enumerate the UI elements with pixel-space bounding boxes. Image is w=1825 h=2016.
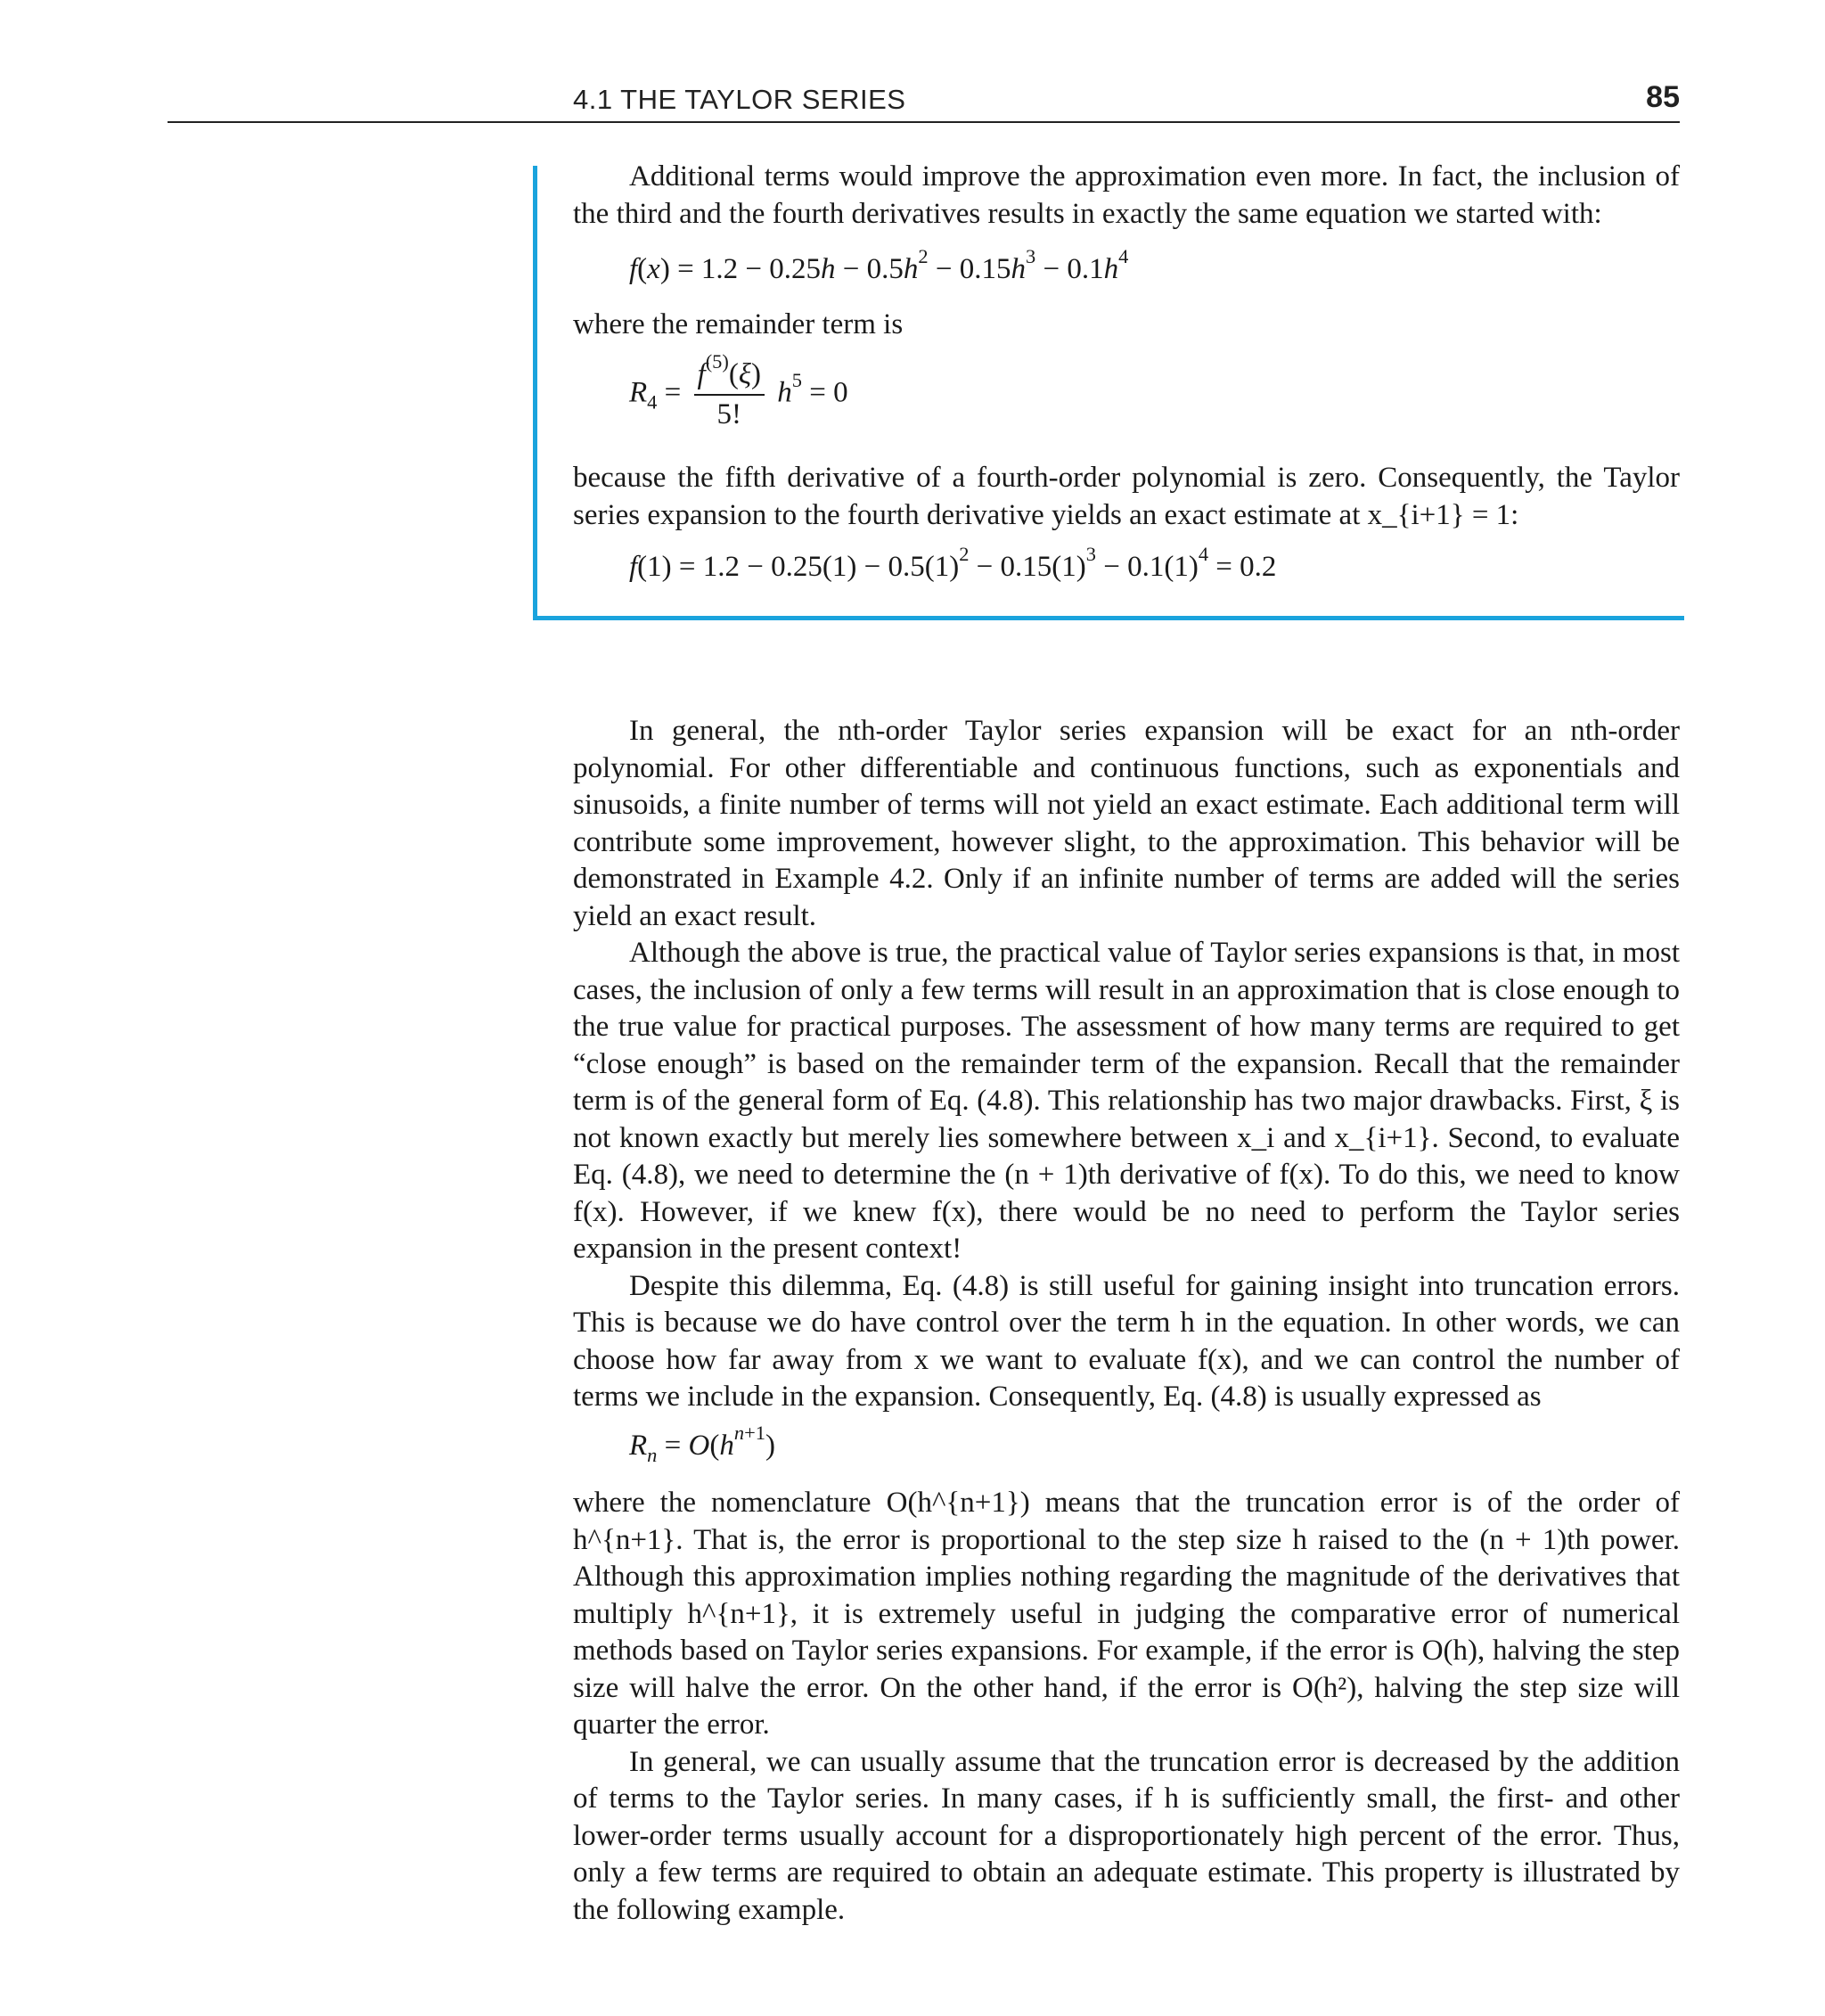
example-intro-text: Additional terms would improve the approximation even more. In fact, the inclusion of the third and the fourth derivatives results in exactly the same equation we started with:: [573, 160, 1680, 230]
body-paragraph-group-1: [573, 713, 1680, 1416]
body-paragraph-4: where the nomenclature O(h^{n+1}) means that the truncation error is of the order of h^{n+1}. That is, the error is proportional to the step size h raised to the (n + 1)th power. Although this approximation implies nothing regarding the magnitude of the derivatives that multiply h^{n+1}, it is extremely useful in judging the comparative error of numerical methods based on Taylor series expansions. For example, if the error is O(h), halving the step size will halve the error. On the other hand, if the error is O(h²), halving the step size will quarter the error.: [573, 1487, 1680, 1741]
fraction-f5-over-5factorial: $\frac{f^{(5)}(\xi)}{5!}$: [694, 358, 765, 431]
remainder-lead-paragraph: [573, 307, 1680, 344]
remainder-lead-text: where the remainder term is: [573, 308, 904, 340]
equation-r4: $R_4$ = $\frac{f^{(5)}(\xi)}{5!}$ $h^5 = 0$: [629, 350, 848, 430]
body-paragraph-1: In general, the nth-order Taylor series expansion will be exact for an nth-order polynomial. For other differentiable and continuous functions, such as exponentials and sinusoids, a finite number of terms will not yield an exact estimate. Each additional term will contribute some improvement, however slight, to the approximation. This behavior will be demonstrated in Example 4.2. Only if an infinite number of terms are added will the series yield an exact result.: [573, 715, 1680, 932]
page-number: 85: [1646, 80, 1680, 114]
example-intro-paragraph: [573, 159, 1680, 233]
equation-f1: $f(1) = 1.2 - 0.25(1) - 0.5(1)^2 - 0.15(1)^3 - 0.1(1)^4 = 0.2$: [629, 543, 1277, 583]
body-paragraph-3: Despite this dilemma, Eq. (4.8) is still useful for gaining insight into truncation errors. This is because we do have control over the term h in the equation. In other words, we can choose how far away from x we want to evaluate f(x), and we can control the number of terms we include in the expansion. Consequently, Eq. (4.8) is usually expressed as: [573, 1269, 1680, 1413]
body-paragraph-2: Although the above is true, the practical value of Taylor series expansions is that, in most cases, the inclusion of only a few terms will result in an approximation that is close enough to the true value for practical purposes. The assessment of how many terms are required to get “close enough” is based on the remainder term of the expansion. Recall that the remainder term is of the general form of Eq. (4.8). This relationship has two major drawbacks. First, ξ is not known exactly but merely lies somewhere between x_i and x_{i+1}. Second, to evaluate Eq. (4.8), we need to determine the (n + 1)th derivative of f(x). To do this, we need to know f(x). However, if we knew f(x), there would be no need to perform the Taylor series expansion in the present context!: [573, 937, 1680, 1265]
equation-rn: $R_n = O(h^{n+1})$: [629, 1422, 775, 1466]
because-paragraph: [573, 460, 1680, 534]
running-header: [168, 78, 1680, 123]
section-title: 4.1 THE TAYLOR SERIES: [573, 84, 906, 115]
body-paragraph-group-2: [573, 1485, 1680, 1929]
equation-fx: $f(x) = 1.2 - 0.25h - 0.5h^2 - 0.15h^3 - 0.1h^4$: [629, 245, 1129, 285]
because-text: because the fifth derivative of a fourth-order polynomial is zero. Consequently, the Taylor series expansion to the fourth derivative yields an exact estimate at x_{i+1} = 1:: [573, 462, 1680, 531]
body-paragraph-5: In general, we can usually assume that the truncation error is decreased by the addition of terms to the Taylor series. In many cases, if h is sufficiently small, the first- and other lower-order terms usually account for a disproportionately high percent of the error. Thus, only a few terms are required to obtain an adequate estimate. This property is illustrated by the following example.: [573, 1745, 1680, 1926]
